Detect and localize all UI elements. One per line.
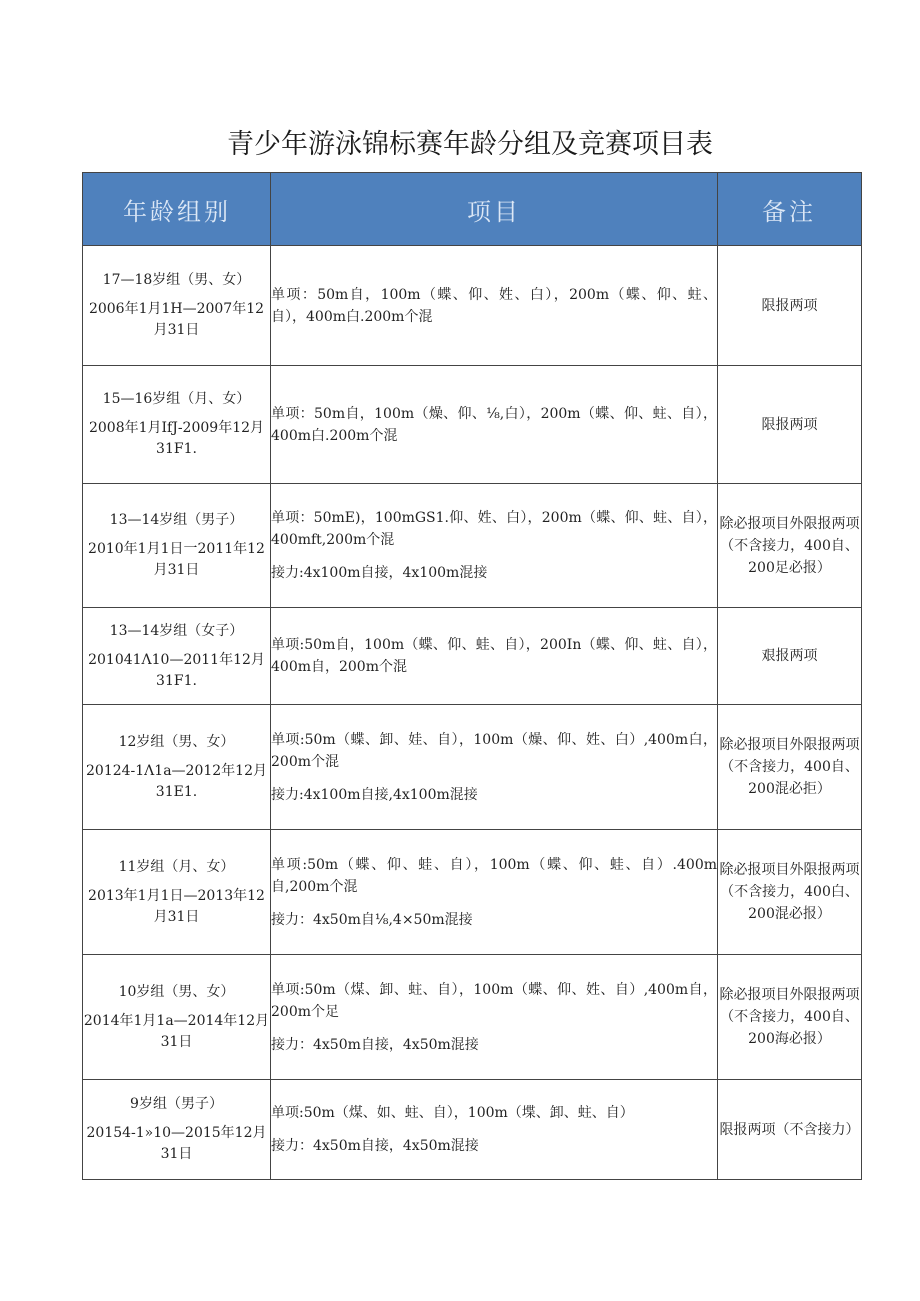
age-cell [83, 484, 271, 608]
note-cell [718, 705, 862, 830]
age-group-label: 13—14岁组（男子） [109, 512, 244, 528]
individual-events: 单项:50m（蝶、卸、娃、自），100m（燥、仰、姓、白）,400m白，200m个混 [271, 731, 717, 770]
age-cell [83, 955, 271, 1080]
birth-date-range: 2008年1月IfJ-2009年12月31F1. [88, 420, 265, 457]
table-row [83, 705, 862, 830]
age-cell [83, 366, 271, 484]
note-text: 限报两项（不含接力） [719, 1121, 860, 1138]
individual-events: 单项:50m（蝶、仰、蛙、自），100m（蝶、仰、蛙、自）.400m自,200m个混 [271, 856, 717, 895]
age-cell [83, 246, 271, 366]
note-text: 除必报项目外限报两项（不含接力，400自、200混必拒） [719, 737, 860, 797]
individual-events: 单项:50m（煤、卸、蛀、自），100m（蝶、仰、姓、自）,400m自，200m个足 [271, 981, 717, 1020]
age-group-label: 12岁组（男、女） [118, 733, 235, 750]
page-title: 青少年游泳锦标赛年龄分组及竞赛项目表 [227, 129, 713, 160]
table-header-row [83, 173, 862, 246]
note-cell [718, 1080, 862, 1180]
note-text: 除必报项目外限报两项（不含接力，400自、200海必报） [719, 987, 860, 1047]
birth-date-range: 2013年1月1日—2013年12月31日 [88, 887, 265, 925]
relay-events: 接力：4x50m自接，4x50m混接 [271, 1036, 479, 1053]
note-cell [718, 246, 862, 366]
birth-date-range: 201041Λ10—2011年12月31F1. [88, 651, 265, 689]
note-text: 艰报两项 [761, 648, 818, 664]
birth-date-range: 2010年1月1日一2011年12月31日 [88, 541, 265, 578]
events-cell [271, 246, 718, 366]
note-cell [718, 830, 862, 955]
events-cell [271, 484, 718, 608]
age-group-events-table [82, 172, 862, 1180]
age-group-label: 10岁组（男、女） [118, 983, 235, 1000]
age-group-label: 9岁组（男子） [130, 1096, 223, 1112]
age-group-label: 17—18岁组（男、女） [102, 272, 251, 288]
table-row [83, 608, 862, 705]
relay-events: 接力:4x100m自接,4x100m混接 [271, 786, 478, 803]
age-group-label: 13—14岁组（女子） [109, 622, 244, 639]
individual-events: 单项：50mE)，100mGS1.仰、姓、白），200m（蝶、仰、蛀、自），400mft,200m个混 [271, 510, 717, 548]
birth-date-range: 2014年1月1a—2014年12月31日 [83, 1012, 270, 1050]
individual-events: 单项：50m自，100m（蝶、仰、姓、白），200m（蝶、仰、蛀、自），400m白.200m个混 [271, 286, 717, 325]
header-age-group: 年龄组别 [83, 173, 271, 246]
age-cell [83, 608, 271, 705]
header-events: 项目 [271, 173, 718, 246]
note-cell [718, 608, 862, 705]
relay-events: 接力：4x50m自接，4x50m混接 [271, 1138, 479, 1154]
age-cell [83, 1080, 271, 1180]
table-row [83, 246, 862, 366]
birth-date-range: 20124-1Λ1a—2012年12月31E1. [86, 762, 267, 800]
table-row [83, 366, 862, 484]
note-text: 除必报项目外限报两项（不含接力，400自、200足必报） [719, 515, 860, 576]
individual-events: 单项:50m自，100m（蝶、仰、蛙、自），200In（蝶、仰、蛀、自），400m自，200m个混 [271, 637, 717, 675]
events-cell [271, 1080, 718, 1180]
events-cell [271, 830, 718, 955]
age-group-label: 11岁组（月、女） [118, 858, 235, 875]
note-cell [718, 955, 862, 1080]
table-row [83, 1080, 862, 1180]
events-cell [271, 955, 718, 1080]
note-text: 除必报项目外限报两项（不含接力，400白、200混必报） [719, 862, 860, 922]
relay-events: 接力：4x50m自⅛,4×50m混接 [271, 911, 473, 928]
events-cell [271, 608, 718, 705]
note-cell [718, 484, 862, 608]
header-note: 备注 [718, 173, 862, 246]
events-cell [271, 705, 718, 830]
age-cell [83, 830, 271, 955]
note-text: 限报两项 [761, 416, 818, 433]
note-cell [718, 366, 862, 484]
age-group-label: 15—16岁组（月、女） [102, 391, 251, 407]
table-row [83, 484, 862, 608]
events-cell [271, 366, 718, 484]
birth-date-range: 20154-1»10—2015年12月31日 [86, 1125, 267, 1162]
individual-events: 单项:50m（煤、如、蛀、自），100m（堞、卸、蛀、自） [271, 1105, 634, 1121]
relay-events: 接力:4x100m自接，4x100m混接 [271, 565, 488, 581]
birth-date-range: 2006年1月1H—2007年12月31日 [88, 301, 265, 338]
age-cell [83, 705, 271, 830]
individual-events: 单项：50m自，100m（燥、仰、⅛,白），200m（蝶、仰、蛀、自），400m白.200m个混 [271, 405, 717, 444]
note-text: 限报两项 [761, 297, 818, 314]
table-row [83, 955, 862, 1080]
table-row [83, 830, 862, 955]
